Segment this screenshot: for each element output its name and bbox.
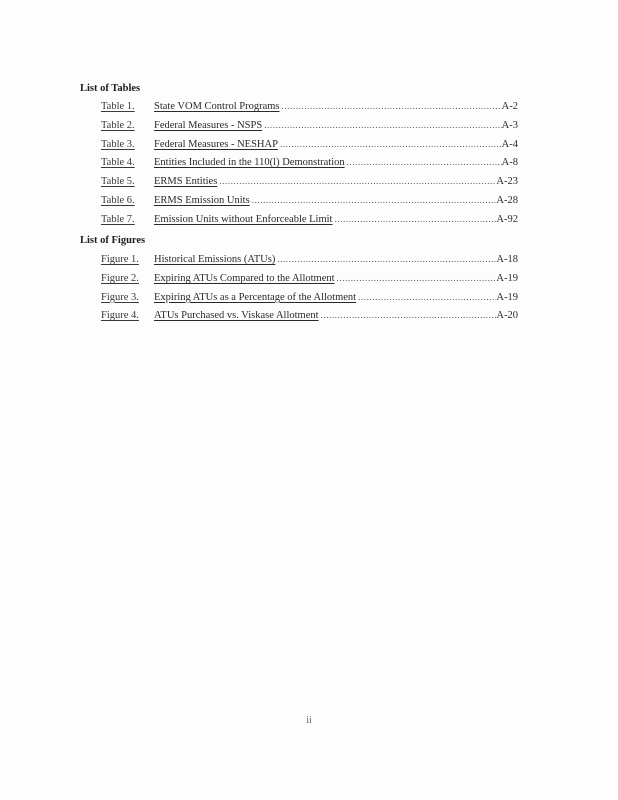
toc-entry-page: A-20 [496, 310, 518, 322]
dot-leader [356, 288, 496, 307]
toc-entry-number[interactable]: Table 3. [101, 138, 135, 150]
toc-entry-number[interactable]: Table 7. [101, 213, 135, 225]
toc-entry-number[interactable]: Figure 3. [101, 291, 139, 303]
toc-entry-page: A-18 [496, 254, 518, 265]
toc-entry-page: A-2 [501, 101, 518, 112]
toc-entry-table-7[interactable] [101, 210, 518, 229]
toc-entry-page: A-3 [501, 119, 518, 131]
toc-entry-number[interactable]: Table 1. [101, 101, 135, 112]
dot-leader [280, 97, 502, 116]
toc-entry-number[interactable]: Table 5. [101, 176, 135, 188]
toc-entry-title[interactable]: ERMS Emission Units [154, 194, 250, 206]
dot-leader [319, 306, 497, 325]
dot-leader [332, 210, 496, 229]
page-number: ii [306, 715, 312, 726]
toc-entry-number[interactable]: Table 2. [101, 119, 135, 131]
toc-entry-table-6[interactable] [101, 191, 518, 210]
toc-entry-page: A-19 [496, 291, 518, 303]
list-of-tables-heading: List of Tables [80, 83, 141, 94]
list-of-figures-heading: List of Figures [80, 235, 146, 246]
toc-entry-title[interactable]: Expiring ATUs as a Percentage of the Allotment [154, 291, 357, 303]
toc-entry-page: A-23 [496, 176, 518, 188]
list-of-tables [101, 97, 518, 229]
dot-leader [345, 153, 502, 172]
dot-leader [278, 135, 502, 154]
list-of-figures [101, 250, 518, 325]
toc-entry-number[interactable]: Figure 4. [101, 310, 139, 322]
toc-entry-title[interactable]: Federal Measures - NESHAP [154, 138, 278, 150]
toc-entry-title[interactable]: ERMS Entities [154, 176, 218, 188]
toc-entry-title[interactable]: State VOM Control Programs [154, 101, 280, 112]
toc-entry-page: A-19 [496, 272, 518, 284]
toc-entry-figure-2[interactable] [101, 269, 518, 288]
toc-entry-figure-4[interactable] [101, 306, 518, 325]
toc-entry-table-2[interactable] [101, 116, 518, 135]
toc-entry-figure-1[interactable] [101, 250, 518, 269]
toc-entry-page: A-4 [501, 138, 518, 150]
toc-entry-number[interactable]: Figure 2. [101, 272, 139, 284]
toc-entry-table-5[interactable] [101, 172, 518, 191]
toc-entry-title[interactable]: Federal Measures - NSPS [154, 119, 263, 131]
dot-leader [250, 191, 497, 210]
dot-leader [217, 172, 496, 191]
toc-entry-title[interactable]: Historical Emissions (ATUs) [154, 254, 276, 265]
toc-entry-title[interactable]: Expiring ATUs Compared to the Allotment [154, 272, 335, 284]
dot-leader [335, 269, 497, 288]
toc-entry-number[interactable]: Table 6. [101, 194, 135, 206]
toc-entry-page: A-92 [496, 213, 518, 225]
toc-entry-table-1[interactable] [101, 97, 518, 116]
dot-leader [262, 116, 501, 135]
toc-entry-table-4[interactable] [101, 153, 518, 172]
toc-entry-title[interactable]: Emission Units without Enforceable Limit [154, 213, 333, 225]
toc-entry-number[interactable]: Table 4. [101, 157, 135, 169]
toc-entry-title[interactable]: ATUs Purchased vs. Viskase Allotment [154, 310, 319, 322]
toc-entry-title[interactable]: Entities Included in the 110(l) Demonstration [154, 157, 345, 169]
toc-entry-page: A-28 [496, 194, 518, 206]
toc-entry-figure-3[interactable] [101, 288, 518, 307]
toc-entry-table-3[interactable] [101, 135, 518, 154]
dot-leader [275, 250, 496, 269]
toc-entry-page: A-8 [501, 157, 518, 169]
toc-entry-number[interactable]: Figure 1. [101, 254, 139, 265]
